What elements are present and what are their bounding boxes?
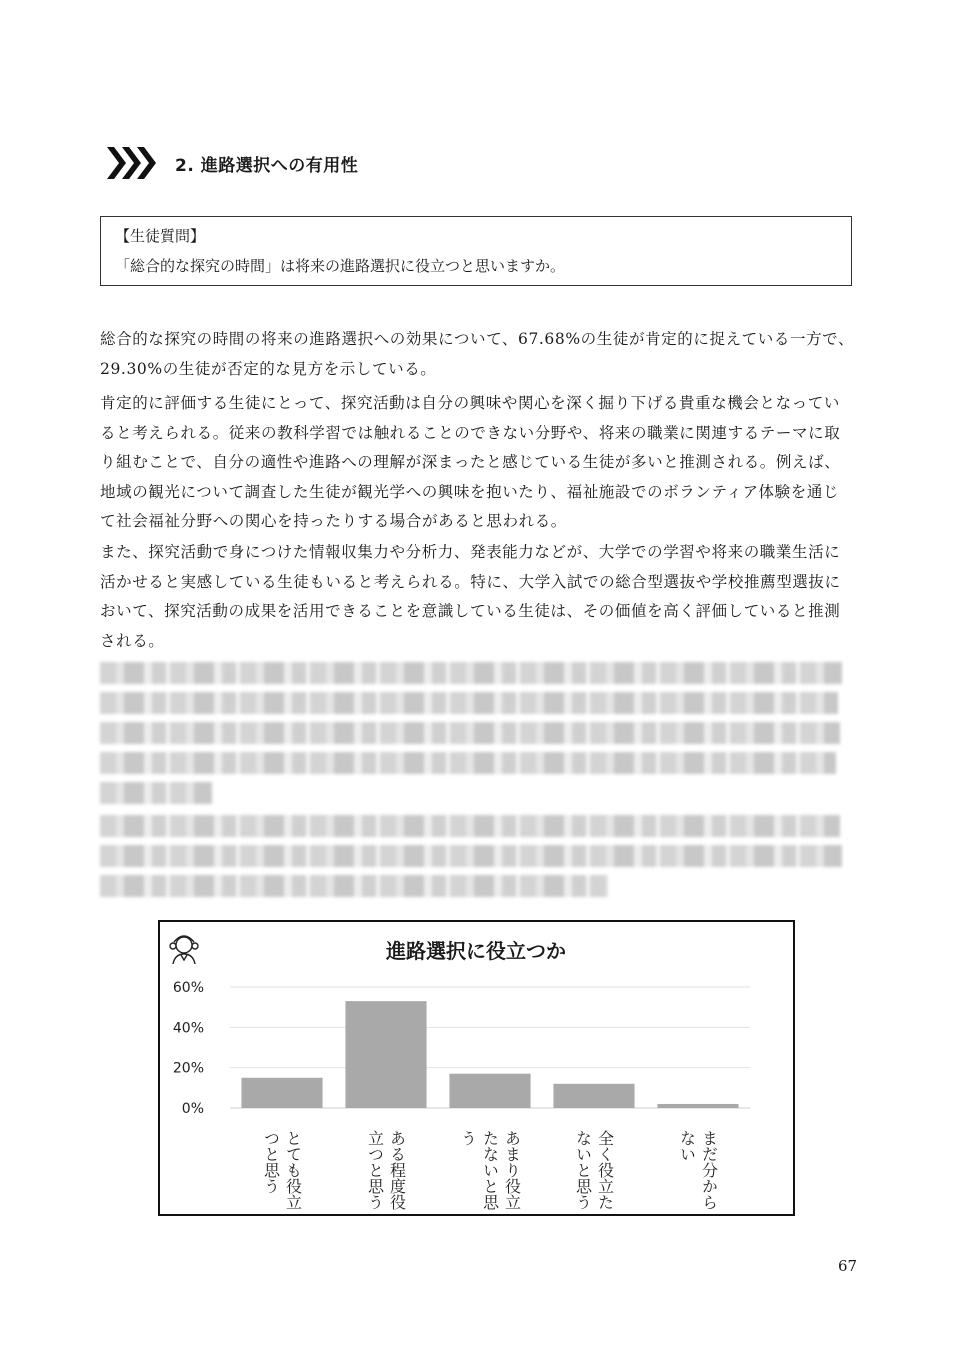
bar	[241, 1078, 322, 1108]
question-box	[100, 216, 852, 286]
y-tick-label: 40%	[172, 1020, 204, 1037]
x-category-label: たないと思	[480, 1130, 500, 1210]
page-number: 67	[838, 1257, 858, 1275]
x-category-label: ないと思う	[573, 1130, 593, 1210]
y-tick-label: 20%	[172, 1060, 204, 1077]
bar	[345, 1001, 426, 1108]
chart-title: 進路選択に役立つか	[386, 939, 566, 963]
x-category-label: 全く役立た	[595, 1130, 615, 1210]
bar	[449, 1074, 530, 1108]
student-icon	[170, 936, 198, 964]
bar	[657, 1104, 738, 1108]
bar	[553, 1084, 634, 1108]
x-category-label: ない	[677, 1130, 697, 1162]
chart-frame	[158, 920, 795, 1216]
redacted-paragraph-1	[100, 662, 842, 812]
y-tick-label: 60%	[172, 980, 204, 996]
triple-chevron-right-icon	[105, 145, 157, 181]
x-category-label: ある程度役	[387, 1130, 407, 1210]
body-paragraph-3: また、探究活動で身につけた情報収集力や分析力、発表能力などが、大学での学習や将来の職業生活に活かせると実感している生徒もいると考えられる。特に、大学入試での総合型選抜や学校推薦型選抜において、探究活動の成果を活用できることを意識している生徒は、その価値を高く評価していると推測される。	[100, 543, 841, 650]
x-category-label: う	[458, 1130, 478, 1146]
question-text: 「総合的な探究の時間」は将来の進路選択に役立つと思いますか。	[115, 257, 566, 275]
body-paragraph-2: 肯定的に評価する生徒にとって、探究活動は自分の興味や関心を深く掘り下げる貴重な機会となっていると考えられる。従来の教科学習では触れることのできない分野や、将来の職業に関連するテーマに取り組むことで、自分の適性や進路への理解が深まったと感じている生徒が多いと推測される。例えば、地域の観光について調査した生徒が観光学への興味を抱いたり、福祉施設でのボランティア体験を通じて社会福祉分野への関心を持ったりする場合があると思われる。	[100, 394, 841, 531]
body-paragraph-1: 総合的な探究の時間の将来の進路選択への効果について、67.68%の生徒が肯定的に捉えている一方で、29.30%の生徒が否定的な見方を示している。	[100, 330, 855, 378]
redacted-paragraph-2	[100, 815, 842, 905]
bar-chart	[160, 922, 792, 1213]
x-category-label: とても役立	[283, 1130, 303, 1210]
x-category-label: あまり役立	[502, 1130, 522, 1210]
x-category-label: 立つと思う	[365, 1130, 385, 1210]
section-heading	[105, 145, 358, 181]
y-tick-label: 0%	[181, 1101, 204, 1117]
x-category-label: つと思う	[261, 1130, 281, 1194]
section-title: 2. 進路選択への有用性	[175, 155, 359, 176]
question-label: 【生徒質問】	[115, 227, 206, 245]
x-category-label: まだ分から	[699, 1130, 719, 1210]
